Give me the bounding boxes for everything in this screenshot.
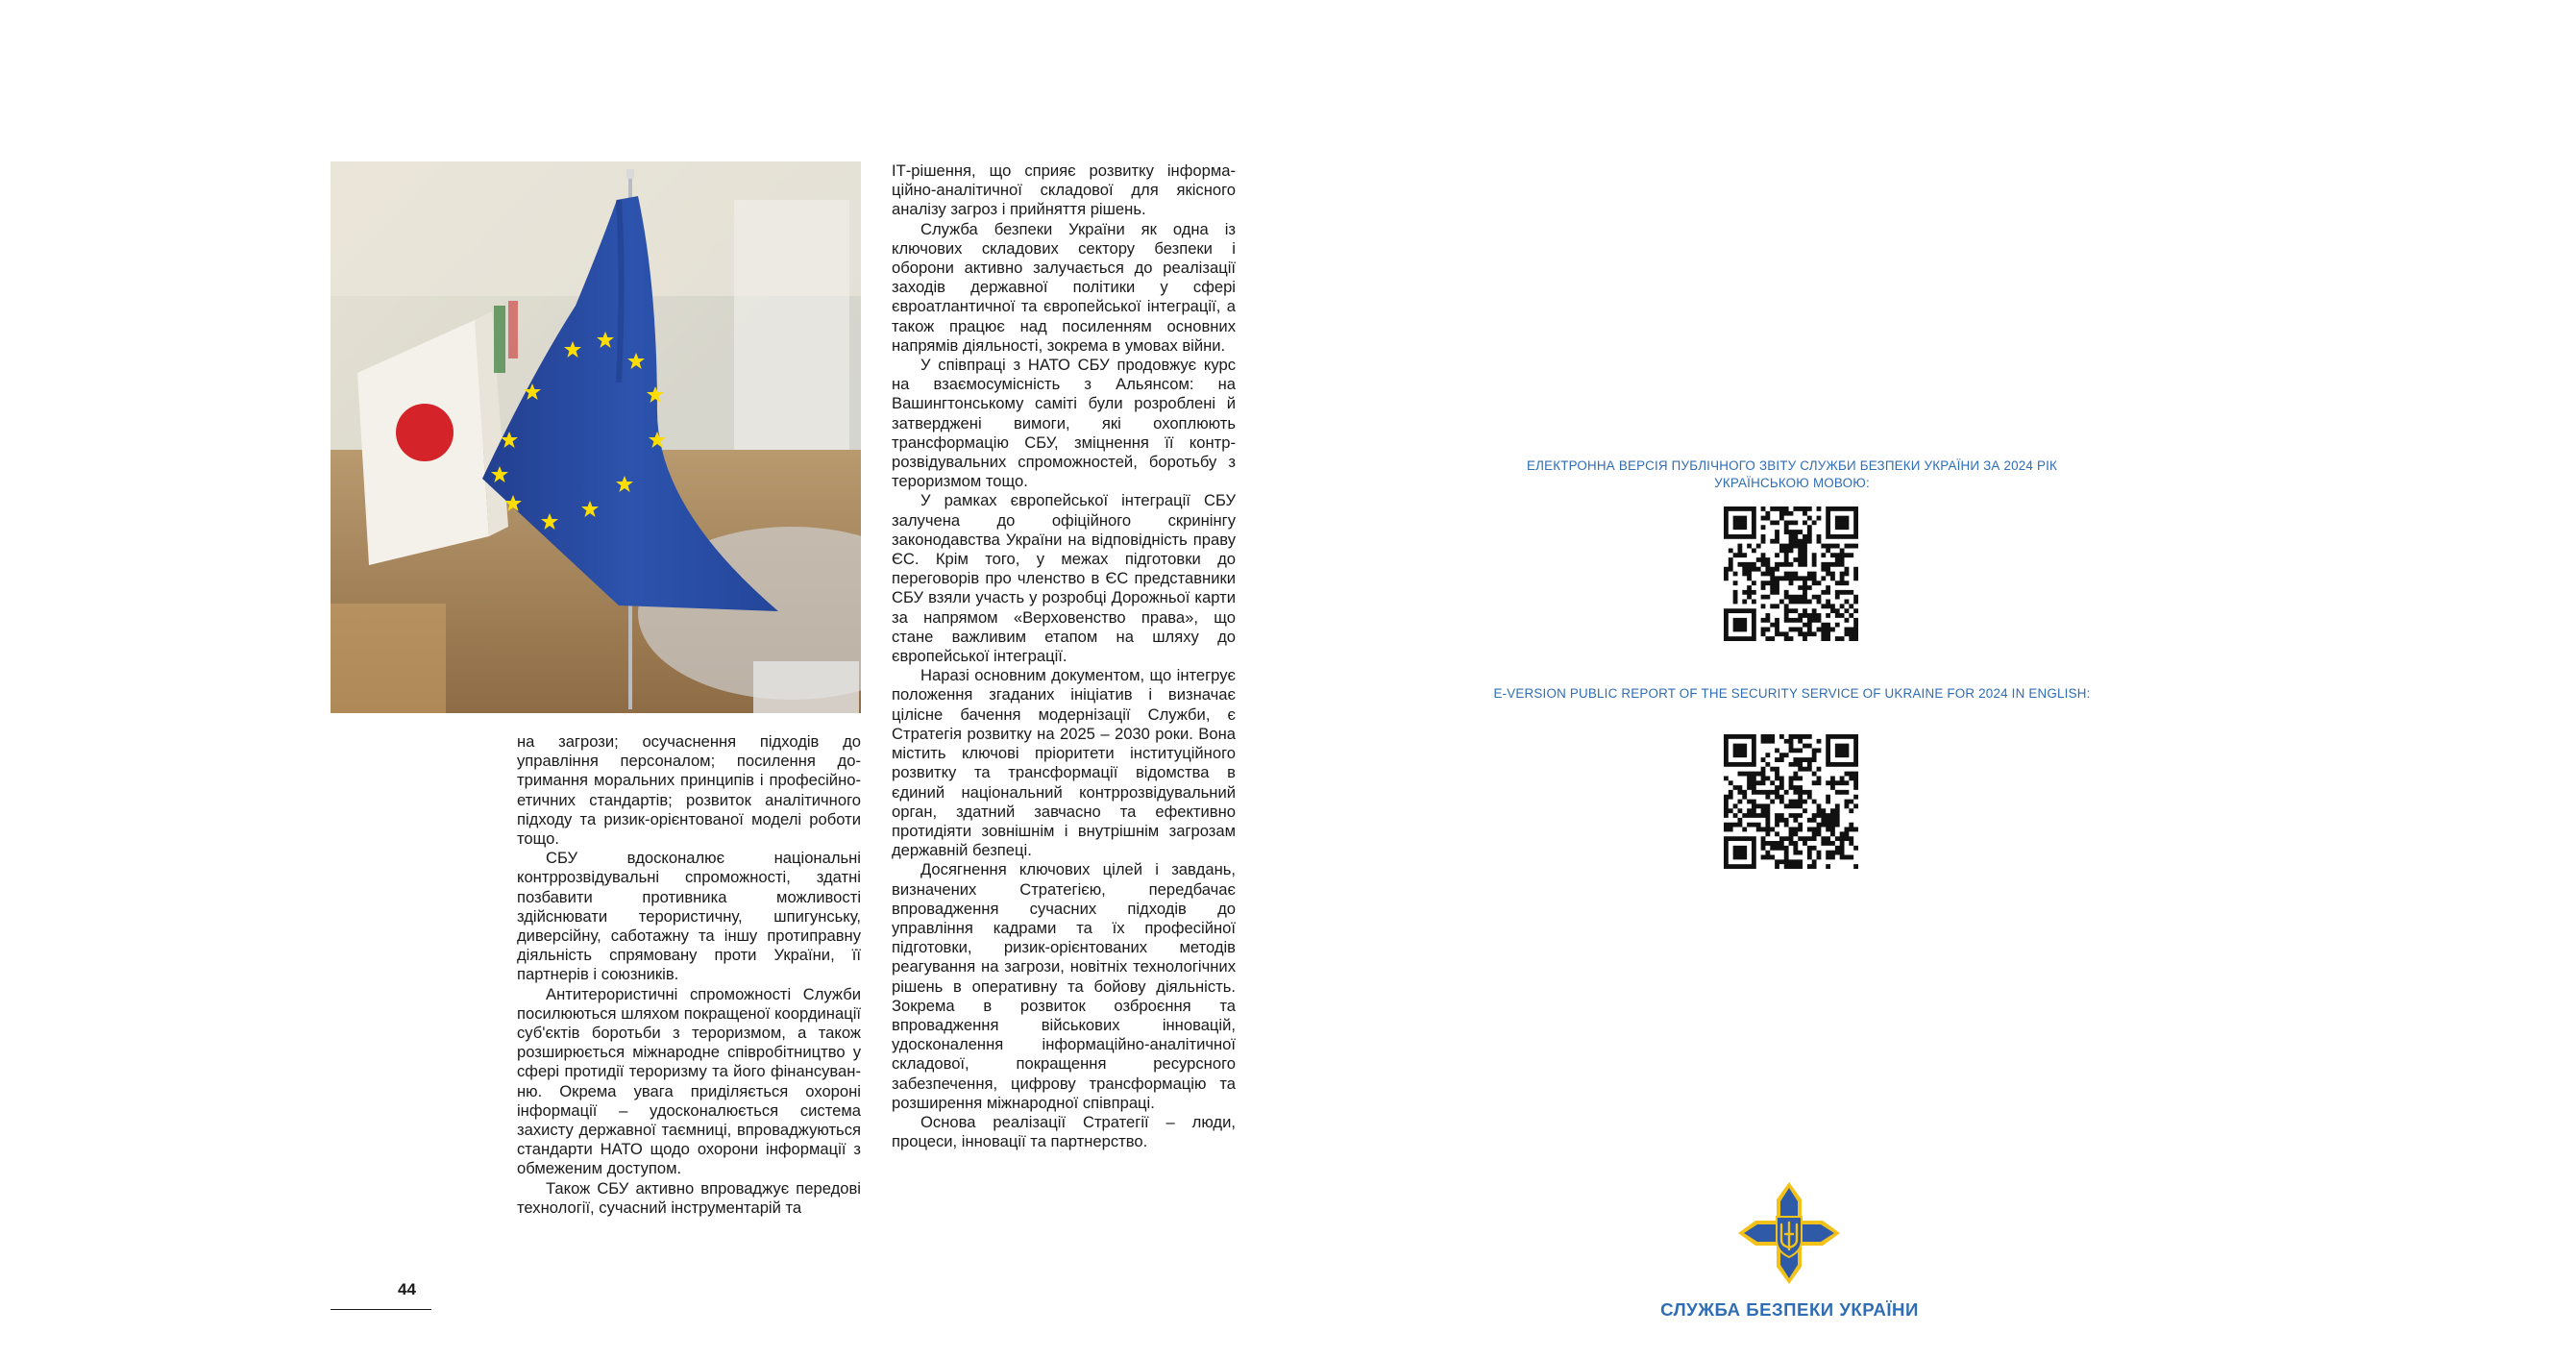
- paragraph: Наразі основним документом, що інтегрує положення згаданих ініціатив і визначає цілісне бачення модернізації Служби, є Стратегія розвитку на 2025 – 2030 роки. Вона містить ключові пріоритети інституційного розвитку та трансформації відомства в єдиний національний контррозвідувальний орган, здатний завчасно та ефективно протидіяти зовнішнім і внутрішнім загрозам державній безпеці.: [892, 666, 1236, 860]
- paragraph: Служба безпеки України як одна із ключових складових сектору безпеки і оборони активно залучається до реалізації заходів державної політики у сфері євроатлантичної та європейської інтеграції, а також працює над посиленням основних напрямів діяльності, зокрема в умовах війни.: [892, 219, 1236, 355]
- paragraph: Антитерористичні спроможності Служби посилюються шляхом покращеної координації суб'єктів боротьби з тероризмом, а також розширюється міжнародне співробітництво у сфері протидії тероризму та його фінансуванню. Окрема увага приділяється охороні інформації – удосконалюється система захисту державної таємниці, впроваджуються стандарти НАТО щодо охорони інформації з обмеженим доступом.: [517, 984, 861, 1178]
- paragraph: на загрози; осучаснення підходів до управління персоналом; посилення дотримання моральних принципів і професійно-етичних стандартів; розвиток аналітичного підходу та ризик-орієнтованої моделі роботи тощо.: [517, 732, 861, 849]
- paragraph: ІТ-рішення, що сприяє розвитку інформаційно-аналітичної складової для якісного аналізу загроз і прийняття рішень.: [892, 161, 1236, 219]
- paragraph: У співпраці з НАТО СБУ продовжує курс на взаємосумісність з Альянсом: на Вашингтонському саміті були розроблені й затверджені вимоги, які охоплюють трансформацію СБУ, зміцнення її контррозвідувальних спроможностей, боротьбу з тероризмом тощо.: [892, 356, 1236, 491]
- qr-en-caption: E-VERSION PUBLIC REPORT OF THE SECURITY SERVICE OF UKRAINE FOR 2024 IN ENGLISH:: [1493, 686, 2091, 701]
- paragraph: Досягнення ключових цілей і завдань, визначених Стратегією, передбачає впровадження сучасних підходів до управління кадрами та їх професійної підготовки, ризик-орієнтованих методів реагування на загрози, новітніх технологічних рішень в оперативну та бойову діяльність. Зокрема в розвиток озброєння та впровадження військових інновацій, удосконалення інформаційно-аналітичної складової, покращення ресурсного забезпечення, цифрову трансформацію та розширення міжнародної співпраці.: [892, 860, 1236, 1112]
- page-number-rule: [331, 1309, 431, 1310]
- text-column-left: [517, 732, 861, 1218]
- paragraph: Також СБУ активно впроваджує передові технології, сучасний інструментарій та: [517, 1178, 861, 1217]
- text-column-right: [892, 161, 1236, 1151]
- eu-flag-photo: [331, 161, 861, 713]
- paragraph: Основа реалізації Стратегії – люди, процеси, інновації та партнерство.: [892, 1112, 1236, 1151]
- qr-code-en[interactable]: [1724, 734, 1858, 869]
- paragraph: СБУ вдосконалює національні контррозвідувальні спроможності, здатні позбавити противника можливості здійснювати терористичну, шпигунську, диверсійну, саботажну та іншу протиправну діяльність спрямовану проти України, її партнерів і союзників.: [517, 849, 861, 984]
- organization-name: СЛУЖБА БЕЗПЕКИ УКРАЇНИ: [1660, 1299, 1919, 1320]
- qr-ua-caption: ЕЛЕКТРОННА ВЕРСІЯ ПУБЛІЧНОГО ЗВІТУ СЛУЖБИ БЕЗПЕКИ УКРАЇНИ ЗА 2024 РІК УКРАЇНСЬКОЮ МОВОЮ:: [1526, 458, 2058, 490]
- qr-code-ua[interactable]: [1724, 507, 1858, 641]
- page-number: 44: [398, 1280, 416, 1298]
- paragraph: У рамках європейської інтеграції СБУ залучена до офіційного скринінгу законодавства України на відповідність праву ЄС. Крім того, у межах підготовки до переговорів про членство в ЄС представники СБУ взяли участь у розробці Дорожньої карти за напрямом «Верховенство права», що стане важливим етапом на шляху до європейської інтеграції.: [892, 491, 1236, 666]
- sbu-emblem-icon: [1736, 1180, 1842, 1286]
